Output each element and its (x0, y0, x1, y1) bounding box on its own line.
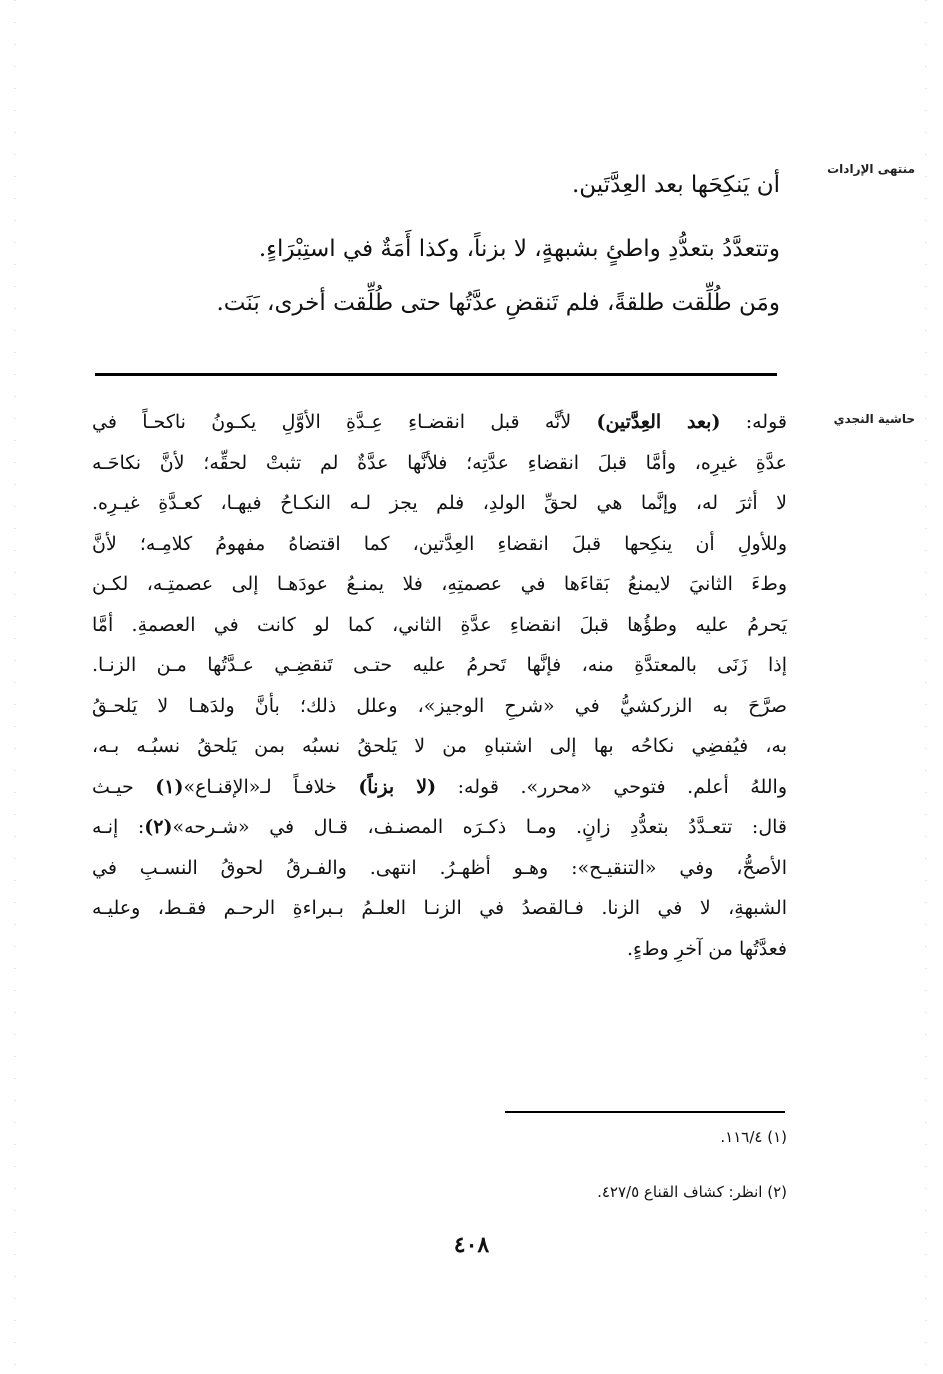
sharh-line: إذا زَنَى بالمعتدَّةِ منه، فإنَّها تَحرمُ عليه حتـى تَنقضِـي عـدَّتُها مـن الزنـا. (92, 654, 787, 676)
sharh-line: قال: تتعـدَّدُ بتعدُّدِ زانٍ. ومـا ذكـرَه المصنـف، قـال في «شـرحه»(٢): إنـه (92, 816, 787, 838)
scan-edge-right (925, 0, 927, 1374)
sharh-line: صرَّحَ به الزركشيُّ في «شرحِ الوجيز»، وعلل ذلك؛ بأنَّ ولدَهـا لا يَلحـقُ (92, 694, 787, 717)
side-label-sharh: حاشية النجدي (833, 412, 915, 426)
footnote: (٢) انظر: كشاف القناع ٤٢٧/٥. (597, 1183, 787, 1201)
footnotes (300, 0, 787, 1374)
sharh-line: الأصحُّ، وفي «التنقيـح»: وهـو أظهـرُ. انتهى. والفـرقُ لحوقُ النسـبِ في (92, 856, 787, 879)
sharh-line: عدَّةِ غيرِه، وأمَّا قبلَ انقضاءِ عدَّتِه؛ فلأنَّها عدَّةٌ لم تثبتْ لحقِّه؛ لأنَّ نكاحَـه (92, 451, 787, 474)
sharh-line: فعدَّتُها من آخرِ وطءٍ. (626, 937, 787, 960)
sharh-line: وطءَ الثانيَ لايمنعُ بَقاءَها في عصمتِهِ، فلا يمنـعُ عودَهـا إلى عصمتِـه، لكـن (92, 573, 787, 595)
sharh-line: وللأولِ أن ينكِحها قبلَ انقضاءِ العِدَّتين، كما اقتضاهُ مفهومُ كلامِـه؛ لأنَّ (92, 532, 787, 555)
sharh-line: يَحرمُ عليه وطؤُها قبلَ انقضاءِ عدَّةِ الثاني، كما لو كانت في العصمةِ. أمَّا (92, 613, 787, 636)
sharh-line: الشبهةِ، لا في الزنا. فـالقصدُ في الزنـا العلـمُ بـبراءةِ الرحـم فقـط، وعليـه (92, 897, 787, 919)
matn-line: ومَن طُلِّقت طلقةً، فلم تَنقضِ عدَّتُها حتى طُلِّقت أخرى، بَنَت. (216, 290, 780, 316)
sharh-line: لا أثرَ له، وإنَّما هي لحقِّ الولدِ، فلم يجز لـه النكـاحُ فيهـا، كعـدَّةِ غيـرِه. (92, 492, 787, 514)
sharh-line: به، فيُفضِي نكاحُه بها إلى اشتباهِ من لا يَلحقُ نسبُه بمن يَلحقُ نسبُـه بـه، (92, 735, 787, 757)
page-number: ٤٠٨ (453, 1232, 490, 1258)
matn-line: أن يَنكِحَها بعد العِدَّتَين. (571, 172, 780, 198)
side-label-matn: منتهى الإرادات (827, 162, 915, 176)
footnote: (١) ١١٦/٤. (720, 1128, 787, 1146)
sharh-line: واللهُ أعلم. فتوحي «محرر». قوله: (لا بزناً) خلافـاً لـ«الإقنـاع»(١) حيـث (92, 775, 788, 798)
sharh-line: قوله: (بعد العِدَّتين) لأنَّه قبل انقضـاءِ عِـدَّةِ الأوَّلِ يكـونُ ناكحـاً في (92, 411, 787, 433)
matn-line: وتتعدَّدُ بتعدُّدِ واطئٍ بشبهةٍ، لا بزناً، وكذا أَمَةٌ في استِبْرَاءٍ. (258, 236, 780, 262)
scan-edge-left (14, 0, 16, 1374)
